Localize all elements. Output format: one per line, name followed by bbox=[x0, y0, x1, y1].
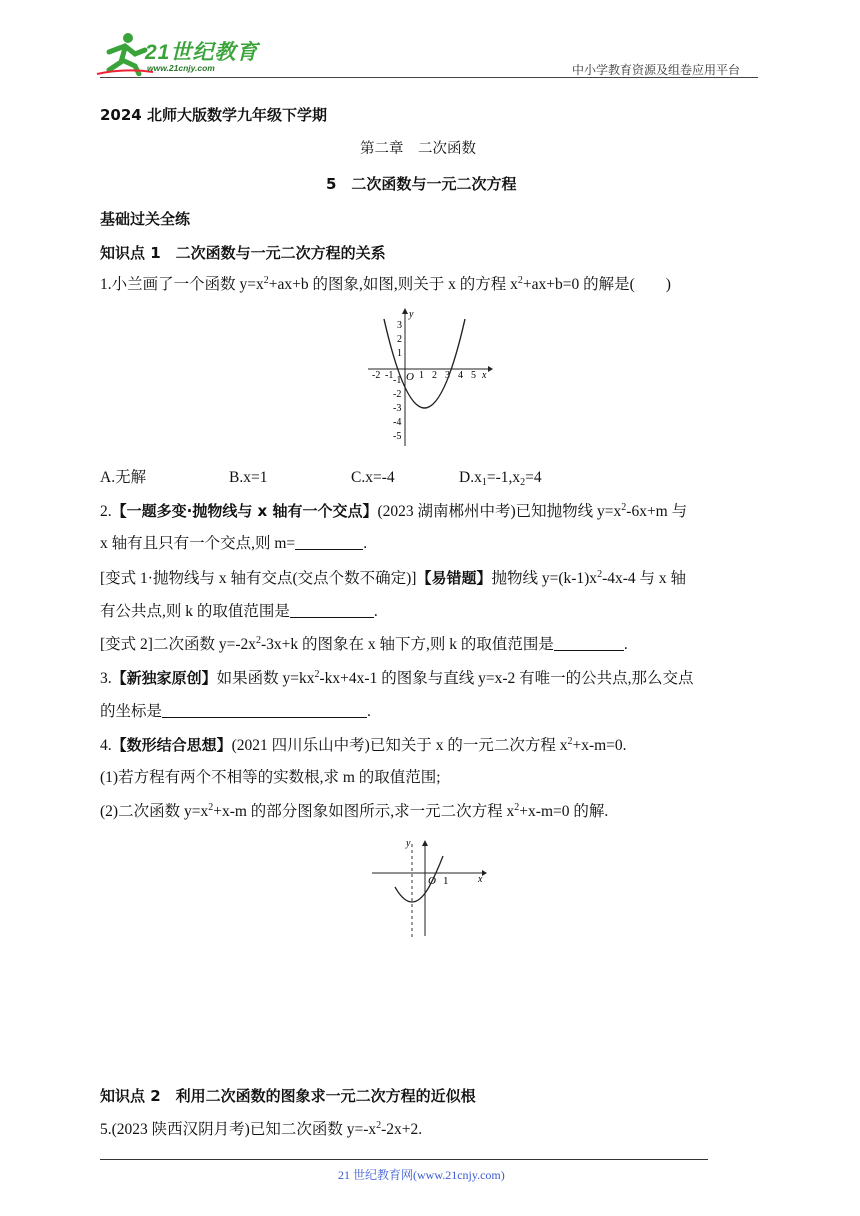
x-tick-label: 3 bbox=[445, 370, 450, 381]
y-axis-label: y bbox=[409, 309, 414, 320]
question-5: 5.(2023 陕西汉阴月考)已知二次函数 $y=-x^2-2x+2$. bbox=[100, 1120, 423, 1138]
variant-2: [变式 2]二次函数 $y=-2x^2-3x+k$ 的图象在 x 轴下方,则 k 的取值范围是 . bbox=[100, 635, 628, 653]
part-title: 基础过关全练 bbox=[100, 210, 191, 228]
variant-1-line-1: [变式 1·抛物线与 x 轴有交点(交点个数不确定)]【易错题】抛物线 $y=(k-1)x^2-4x-4$ 与 x 轴 bbox=[100, 569, 687, 587]
question-2-line-2: x 轴有且只有一个交点,则 m= . bbox=[100, 535, 368, 552]
x-tick-label: 5 bbox=[471, 370, 476, 381]
x-tick-label: 1 bbox=[419, 370, 424, 381]
knowledge-point-1: 知识点 1 二次函数与一元二次方程的关系 bbox=[100, 244, 386, 262]
x-tick-label: 1 bbox=[443, 875, 449, 887]
footer-rule bbox=[100, 1159, 708, 1160]
x-axis-label: x bbox=[478, 874, 483, 885]
question-tag: 【新独家原创】 bbox=[111, 669, 217, 687]
x-tick-label: 4 bbox=[458, 370, 463, 381]
y-axis-label: y bbox=[406, 838, 411, 849]
footer-text: 21 世纪教育网(www.21cnjy.com) bbox=[338, 1168, 505, 1182]
section-title: 5 二次函数与一元二次方程 bbox=[326, 175, 517, 193]
x-tick-label: -2 bbox=[372, 370, 381, 381]
variant-1-line-2: 有公共点,则 k 的取值范围是 . bbox=[100, 603, 378, 620]
header-rule bbox=[100, 77, 758, 78]
question-1: 1.小兰画了一个函数 $y=x^2+ax+b$ 的图象,如图,则关于 x 的方程 $x^2+ax+b=0$ 的解是( ) bbox=[100, 275, 671, 293]
question-tag: 【数形结合思想】 bbox=[111, 736, 232, 754]
y-tick-label: -1 bbox=[393, 375, 402, 386]
x-axis-label: x bbox=[482, 370, 487, 381]
answer-blank[interactable] bbox=[162, 703, 367, 718]
answer-blank[interactable] bbox=[295, 535, 363, 550]
x-tick-label: -1 bbox=[385, 370, 394, 381]
chapter-title: 第二章 二次函数 bbox=[360, 141, 476, 157]
answer-blank[interactable] bbox=[554, 636, 624, 651]
question-4-part-2: (2)二次函数 $y=x^2+x-m$ 的部分图象如图所示,求一元二次方程 $x^2+x-m=0$ 的解. bbox=[100, 802, 609, 820]
y-tick-label: -2 bbox=[393, 389, 402, 400]
header bbox=[0, 0, 860, 80]
knowledge-point-2: 知识点 2 利用二次函数的图象求一元二次方程的近似根 bbox=[100, 1087, 476, 1105]
y-tick-label: 2 bbox=[397, 334, 402, 345]
parabola-graph-2 bbox=[368, 836, 493, 940]
logo-url-text: www.21cnjy.com bbox=[147, 63, 215, 73]
y-tick-label: 3 bbox=[397, 320, 402, 331]
option-d: $D.x_1=-1,x_2=4$ bbox=[459, 469, 542, 488]
question-tag: 【一题多变·抛物线与 x 轴有一个交点】 bbox=[111, 502, 378, 520]
y-tick-label: -4 bbox=[393, 417, 402, 428]
y-tick-label: 1 bbox=[397, 348, 402, 359]
option-c: C.x=-4 bbox=[351, 469, 395, 486]
origin-label: O bbox=[406, 371, 414, 383]
question-4: 4.【数形结合思想】(2021 四川乐山中考)已知关于 x 的一元二次方程 $x^2+x-m=0$. bbox=[100, 736, 627, 754]
parabola-graph-1 bbox=[360, 306, 500, 451]
origin-label: O bbox=[428, 875, 436, 887]
question-3-line-1: 3.【新独家原创】如果函数 $y=kx^2-kx+4x-1$ 的图象与直线 y=x-2 有唯一的公共点,那么交点 bbox=[100, 669, 694, 687]
question-3-line-2: 的坐标是 . bbox=[100, 703, 371, 720]
x-tick-label: 2 bbox=[432, 370, 437, 381]
y-tick-label: -3 bbox=[393, 403, 402, 414]
question-2-line-1: 2.【一题多变·抛物线与 x 轴有一个交点】(2023 湖南郴州中考)已知抛物线 $y=x^2-6x+m$ 与 bbox=[100, 502, 688, 520]
header-right-text: 中小学教育资源及组卷应用平台 bbox=[572, 63, 741, 77]
question-4-part-1: (1)若方程有两个不相等的实数根,求 m 的取值范围; bbox=[100, 769, 441, 786]
document-title: 2024 北师大版数学九年级下学期 bbox=[100, 106, 327, 124]
logo-main-text: 21世纪教育 bbox=[145, 41, 259, 64]
answer-blank[interactable] bbox=[290, 603, 374, 618]
option-b: B.x=1 bbox=[229, 469, 268, 486]
logo bbox=[95, 30, 265, 78]
y-tick-label: -5 bbox=[393, 431, 402, 442]
question-tag: 【易错题】 bbox=[416, 569, 492, 587]
option-a: A.无解 bbox=[100, 469, 147, 486]
